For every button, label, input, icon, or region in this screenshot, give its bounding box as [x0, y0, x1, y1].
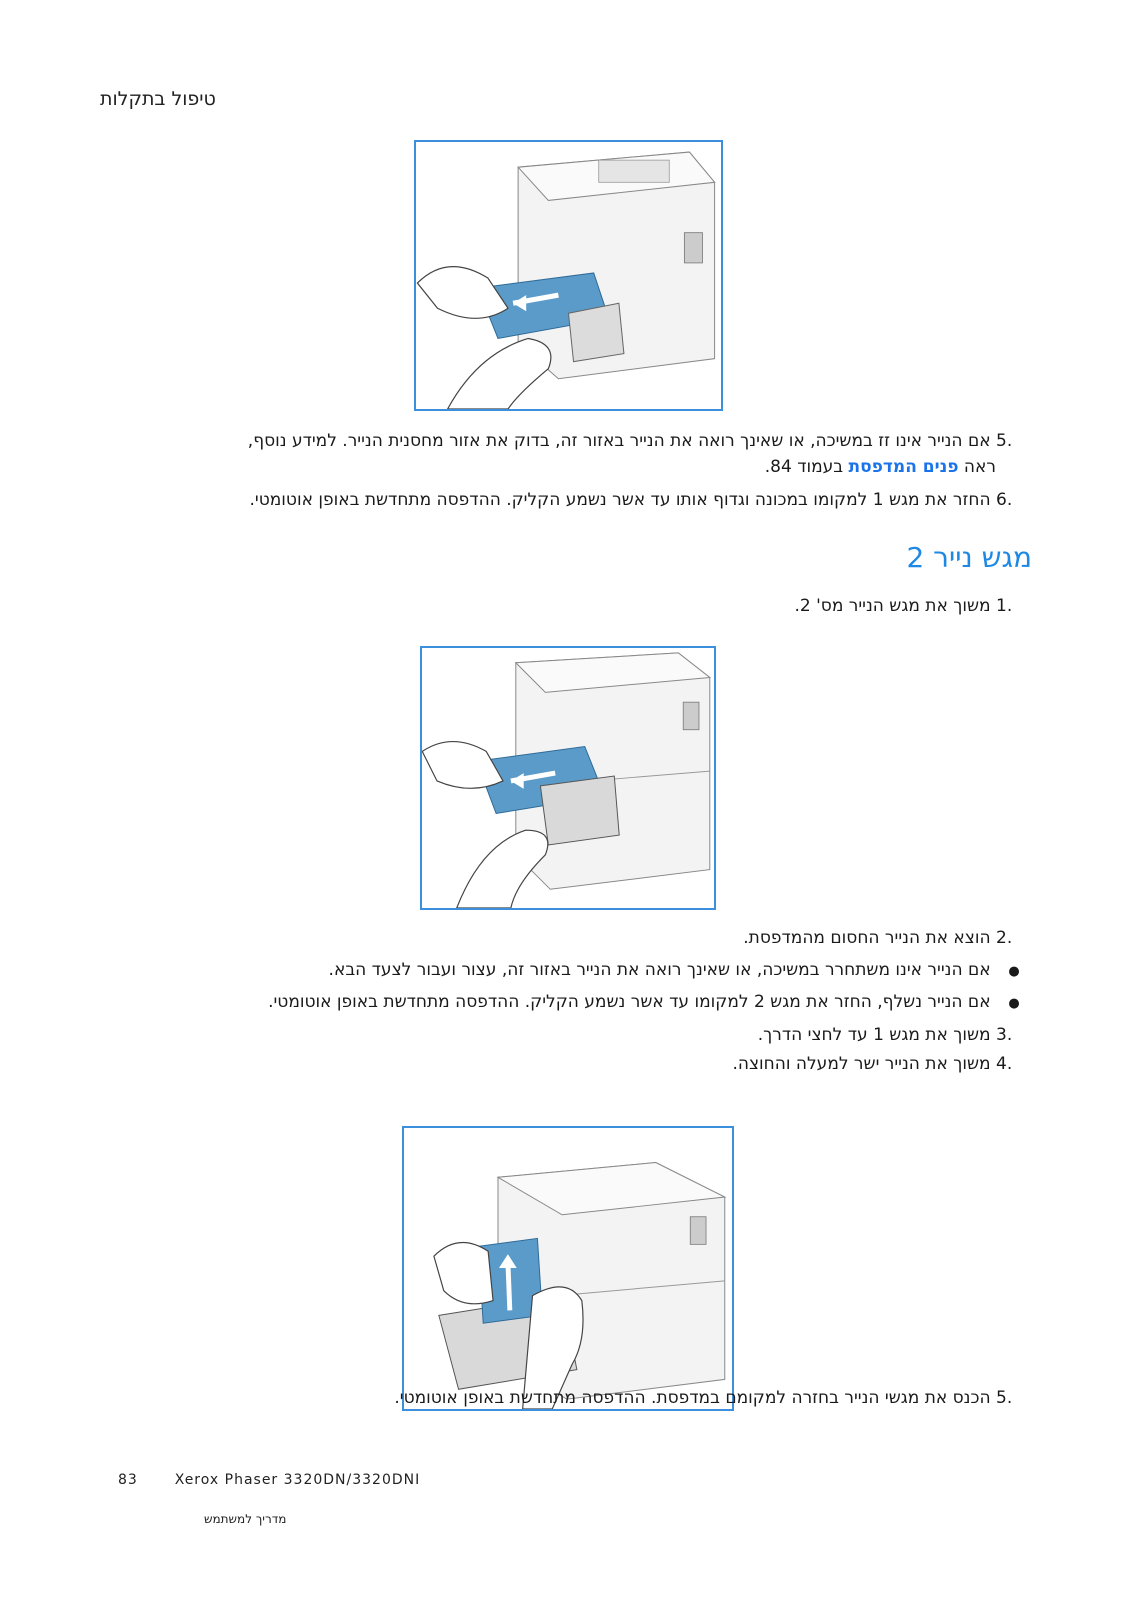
- page-number: 83: [118, 1472, 138, 1488]
- page-header-title: טיפול בתקלות: [100, 88, 216, 110]
- step-number: .6: [996, 490, 1013, 510]
- bullet-text: אם הנייר אינו משתחרר במשיכה, או שאינך רואה את הנייר באזור זה, עצור ועבור לצעד הבא.: [328, 960, 991, 980]
- step-text: החזר את מגש 1 למקומו במכונה וגדוף אותו עד אשר נשמע הקליק. ההדפסה מתחדשת באופן אוטומטי.: [249, 490, 991, 510]
- printer-pull-up-illustration: [404, 1128, 732, 1409]
- step-text: משוך את מגש הנייר מס' 2.: [794, 596, 991, 616]
- tray2-step-3: [92, 1022, 1032, 1048]
- step-text: הכנס את מגשי הנייר בחזרה למקומם במדפסת. ההדפסה מתחדשת באופן אוטומטי.: [394, 1388, 991, 1408]
- step-number: .3: [996, 1025, 1013, 1045]
- step-number: .5: [996, 1388, 1013, 1408]
- step-number: .2: [996, 928, 1013, 948]
- tray2-step-1: [92, 593, 1032, 619]
- step-6: [92, 487, 1032, 513]
- step-text-suffix: בעמוד 84.: [764, 457, 844, 477]
- tray2-bullet-2: [92, 989, 1032, 1017]
- step-text: הוצא את הנייר החסום מהמדפסת.: [743, 928, 991, 948]
- step-5-line-1: [92, 428, 1032, 454]
- section-heading-tray2: מגש נייר 2: [906, 541, 1032, 574]
- step-number: .4: [996, 1054, 1013, 1074]
- step-text: משוך את מגש 1 עד לחצי הדרך.: [757, 1025, 991, 1045]
- guide-name: מדריך למשתמש: [204, 1512, 287, 1526]
- printer-tray2-illustration: [422, 648, 714, 908]
- step-text: אם הנייר אינו זז במשיכה, או שאינך רואה את הנייר באזור זה, בדוק את אזור מחסנית הנייר. למידע נוסף,: [247, 431, 991, 451]
- step-5-line-2: [92, 454, 1032, 480]
- tray2-bullet-1: [92, 957, 1032, 985]
- page-footer: [118, 1472, 420, 1488]
- illustration-remove-paper-tray2: [420, 646, 716, 910]
- bullet-icon: ●: [1008, 996, 1020, 1011]
- product-name: Xerox Phaser 3320DN/3320DNI: [174, 1472, 421, 1488]
- step-text-prefix: ראה: [963, 457, 996, 477]
- tray2-step-4: [92, 1051, 1032, 1077]
- illustration-remove-paper-tray1: [414, 140, 723, 411]
- bullet-icon: ●: [1008, 964, 1020, 979]
- step-number: .1: [996, 596, 1013, 616]
- illustration-pull-paper-up: [402, 1126, 734, 1411]
- step-number: .5: [996, 431, 1013, 451]
- tray2-step-2: [92, 925, 1032, 951]
- link-printer-interior[interactable]: פנים המדפסת: [848, 457, 959, 477]
- step-text: משוך את הנייר ישר למעלה והחוצה.: [732, 1054, 991, 1074]
- printer-tray1-illustration: [416, 142, 721, 409]
- tray2-step-5: [92, 1385, 1032, 1411]
- bullet-text: אם הנייר נשלף, החזר את מגש 2 למקומו עד אשר נשמע הקליק. ההדפסה מתחדשת באופן אוטומטי.: [268, 992, 991, 1012]
